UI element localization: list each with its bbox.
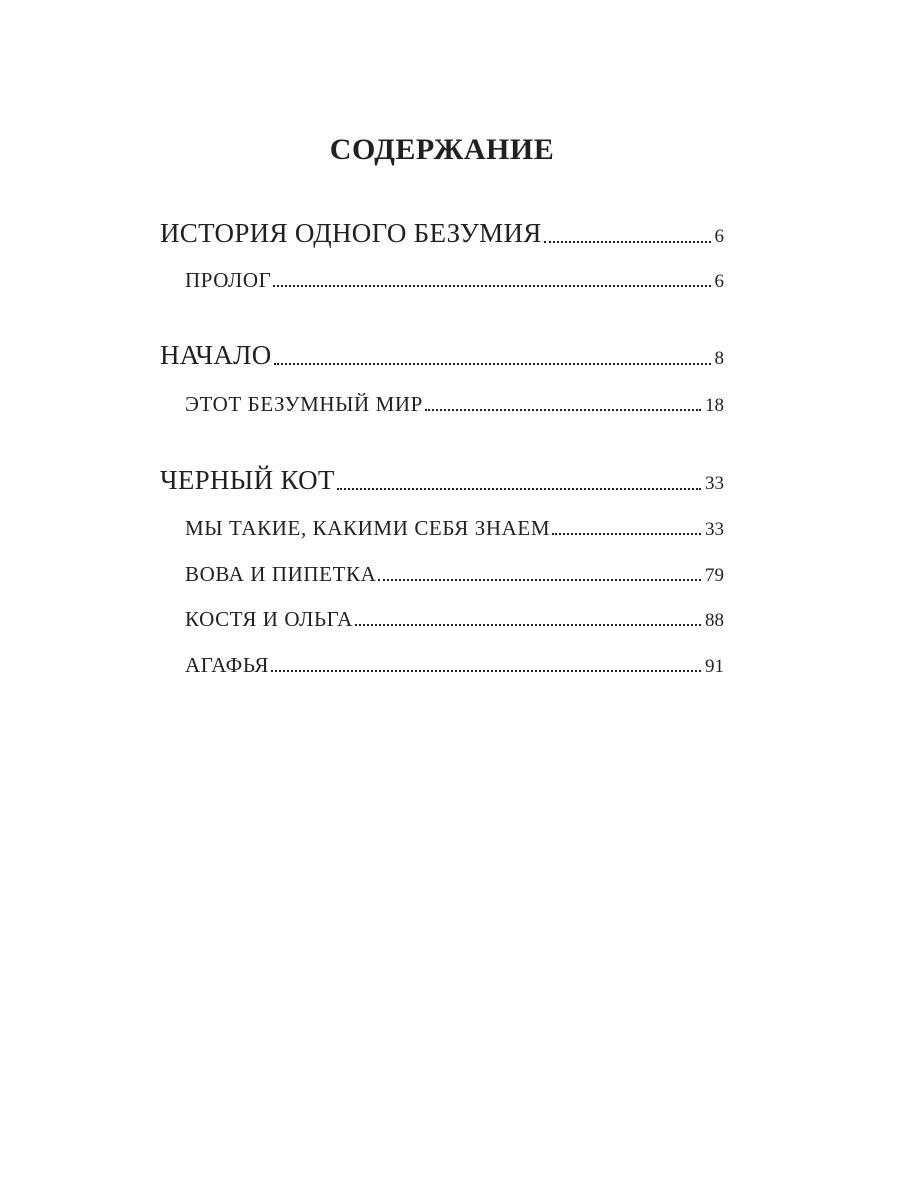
dot-leader <box>271 668 701 672</box>
toc-entry-black-cat[interactable] <box>160 465 724 496</box>
toc-entry-label: ПРОЛОГ <box>185 268 272 292</box>
toc-entry-label: ИСТОРИЯ ОДНОГО БЕЗУМИЯ <box>160 218 542 248</box>
dot-leader <box>378 577 701 581</box>
dot-leader <box>337 486 701 490</box>
toc-entry-page-number: 79 <box>705 565 724 586</box>
toc-entry-prologue[interactable] <box>160 268 724 293</box>
toc-entry-beginning[interactable] <box>160 340 724 371</box>
toc-entry-vova-and-pipetka[interactable] <box>160 562 724 587</box>
toc-entry-history-of-one-madness[interactable] <box>160 218 724 249</box>
toc-entry-page-number: 88 <box>705 610 724 631</box>
toc-entry-label: АГАФЬЯ <box>185 653 270 677</box>
toc-entry-page-number: 18 <box>705 395 724 416</box>
toc-entry-label: ВОВА И ПИПЕТКА <box>185 562 377 586</box>
dot-leader <box>355 622 701 626</box>
toc-entry-agafya[interactable] <box>160 653 724 678</box>
toc-entry-label: ЧЕРНЫЙ КОТ <box>160 465 335 495</box>
toc-entry-label: КОСТЯ И ОЛЬГА <box>185 607 353 631</box>
dot-leader <box>273 283 710 287</box>
toc-entry-label: НАЧАЛО <box>160 340 272 370</box>
toc-entry-page-number: 91 <box>705 656 724 677</box>
toc-entry-label: МЫ ТАКИЕ, КАКИМИ СЕБЯ ЗНАЕМ <box>185 516 551 540</box>
toc-entry-we-are-as-we-know-ourselves[interactable] <box>160 516 724 541</box>
toc-list <box>160 0 724 1200</box>
toc-entry-label: ЭТОТ БЕЗУМНЫЙ МИР <box>185 392 423 416</box>
dot-leader <box>425 407 701 411</box>
toc-title: СОДЕРЖАНИЕ <box>329 133 555 166</box>
dot-leader <box>544 239 711 243</box>
dot-leader <box>552 531 701 535</box>
dot-leader <box>274 361 711 365</box>
toc-entry-page-number: 8 <box>714 348 724 369</box>
toc-entry-page-number: 6 <box>714 271 724 292</box>
toc-entry-page-number: 33 <box>705 473 724 494</box>
toc-entry-page-number: 33 <box>705 519 724 540</box>
toc-entry-kostya-and-olga[interactable] <box>160 607 724 632</box>
toc-entry-page-number: 6 <box>714 226 724 247</box>
toc-entry-this-mad-world[interactable] <box>160 392 724 417</box>
